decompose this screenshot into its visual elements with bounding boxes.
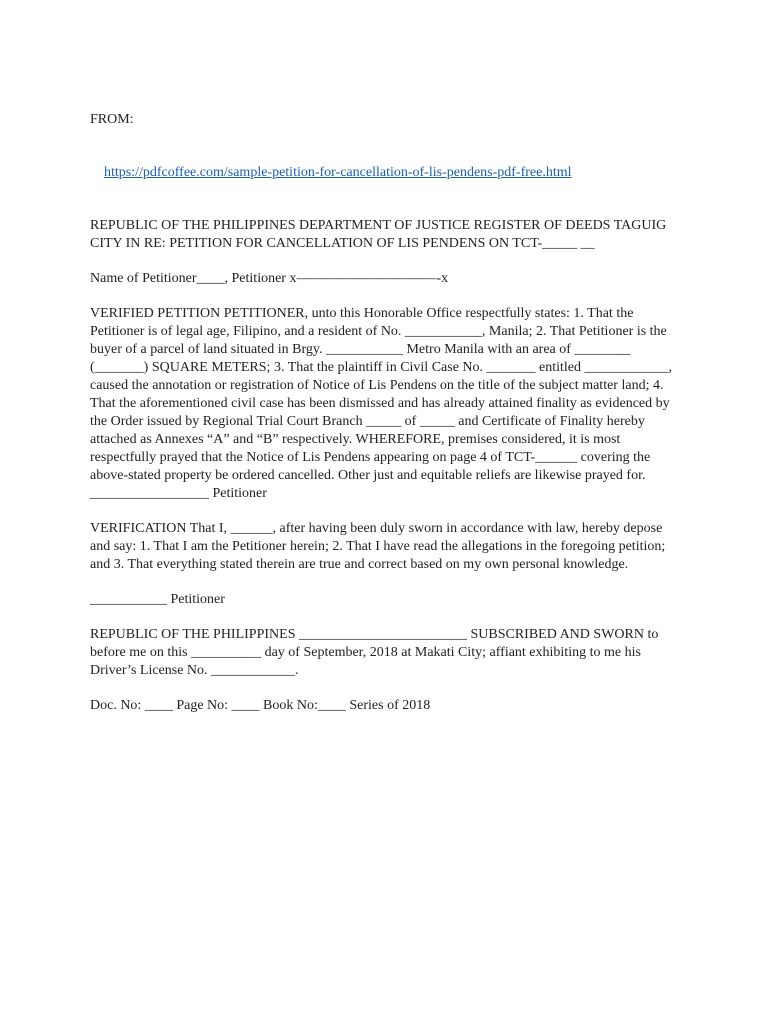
doc-numbers-line: Doc. No: ____ Page No: ____ Book No:____ Series of 2018 — [90, 698, 431, 713]
document-heading: REPUBLIC OF THE PHILIPPINES DEPARTMENT OF JUSTICE REGISTER OF DEEDS TAGUIG CITY IN RE: PETITION FOR CANCELLATION OF LIS PENDENS ON TCT-_____ __ — [90, 218, 670, 251]
jurat-paragraph: REPUBLIC OF THE PHILIPPINES ________________________ SUBSCRIBED AND SWORN to before me on this __________ day of September, 2018 at Makati City; affiant exhibiting to me his Driver’s License No. ____________. — [90, 627, 662, 678]
document-page — [90, 111, 680, 732]
petitioner-name-line: Name of Petitioner____, Petitioner x——————————-x — [90, 271, 449, 286]
source-link-paragraph — [90, 146, 680, 200]
from-label: FROM: — [90, 112, 134, 127]
source-link[interactable]: https://pdfcoffee.com/sample-petition-for-cancellation-of-lis-pendens-pdf-free.html — [104, 165, 572, 180]
petitioner-signature-line: ___________ Petitioner — [90, 592, 225, 607]
verification-paragraph: VERIFICATION That I, ______, after having been duly sworn in accordance with law, hereby depose and say: 1. That I am the Petitioner herein; 2. That I have read the allegations in the foregoing petition; and 3. That everything stated therein are true and correct based on my own personal knowledge. — [90, 521, 669, 572]
petition-body: VERIFIED PETITION PETITIONER, unto this Honorable Office respectfully states: 1. That the Petitioner is of legal age, Filipino, and a resident of No. ___________, Manila; 2. That Petitioner is the buyer of a parcel of land situated in Brgy. ___________ Metro Manila with an area of ________ (_______) SQUARE METERS; 3. That the plaintiff in Civil Case No. _______ entitled ____________, caused the annotation or registration of Notice of Lis Pendens on the title of the subject matter land; 4. That the aforementioned civil case has been dismissed and has already attained finality as evidenced by the Order issued by Regional Trial Court Branch _____ of _____ and Certificate of Finality hereby attached as Annexes “A” and “B” respectively. WHEREFORE, premises considered, it is most respectfully prayed that the Notice of Lis Pendens appearing on page 4 of TCT-______ covering the above-stated property be ordered cancelled. Other just and equitable reliefs are likewise prayed for. _________________ Petitioner — [90, 306, 676, 501]
